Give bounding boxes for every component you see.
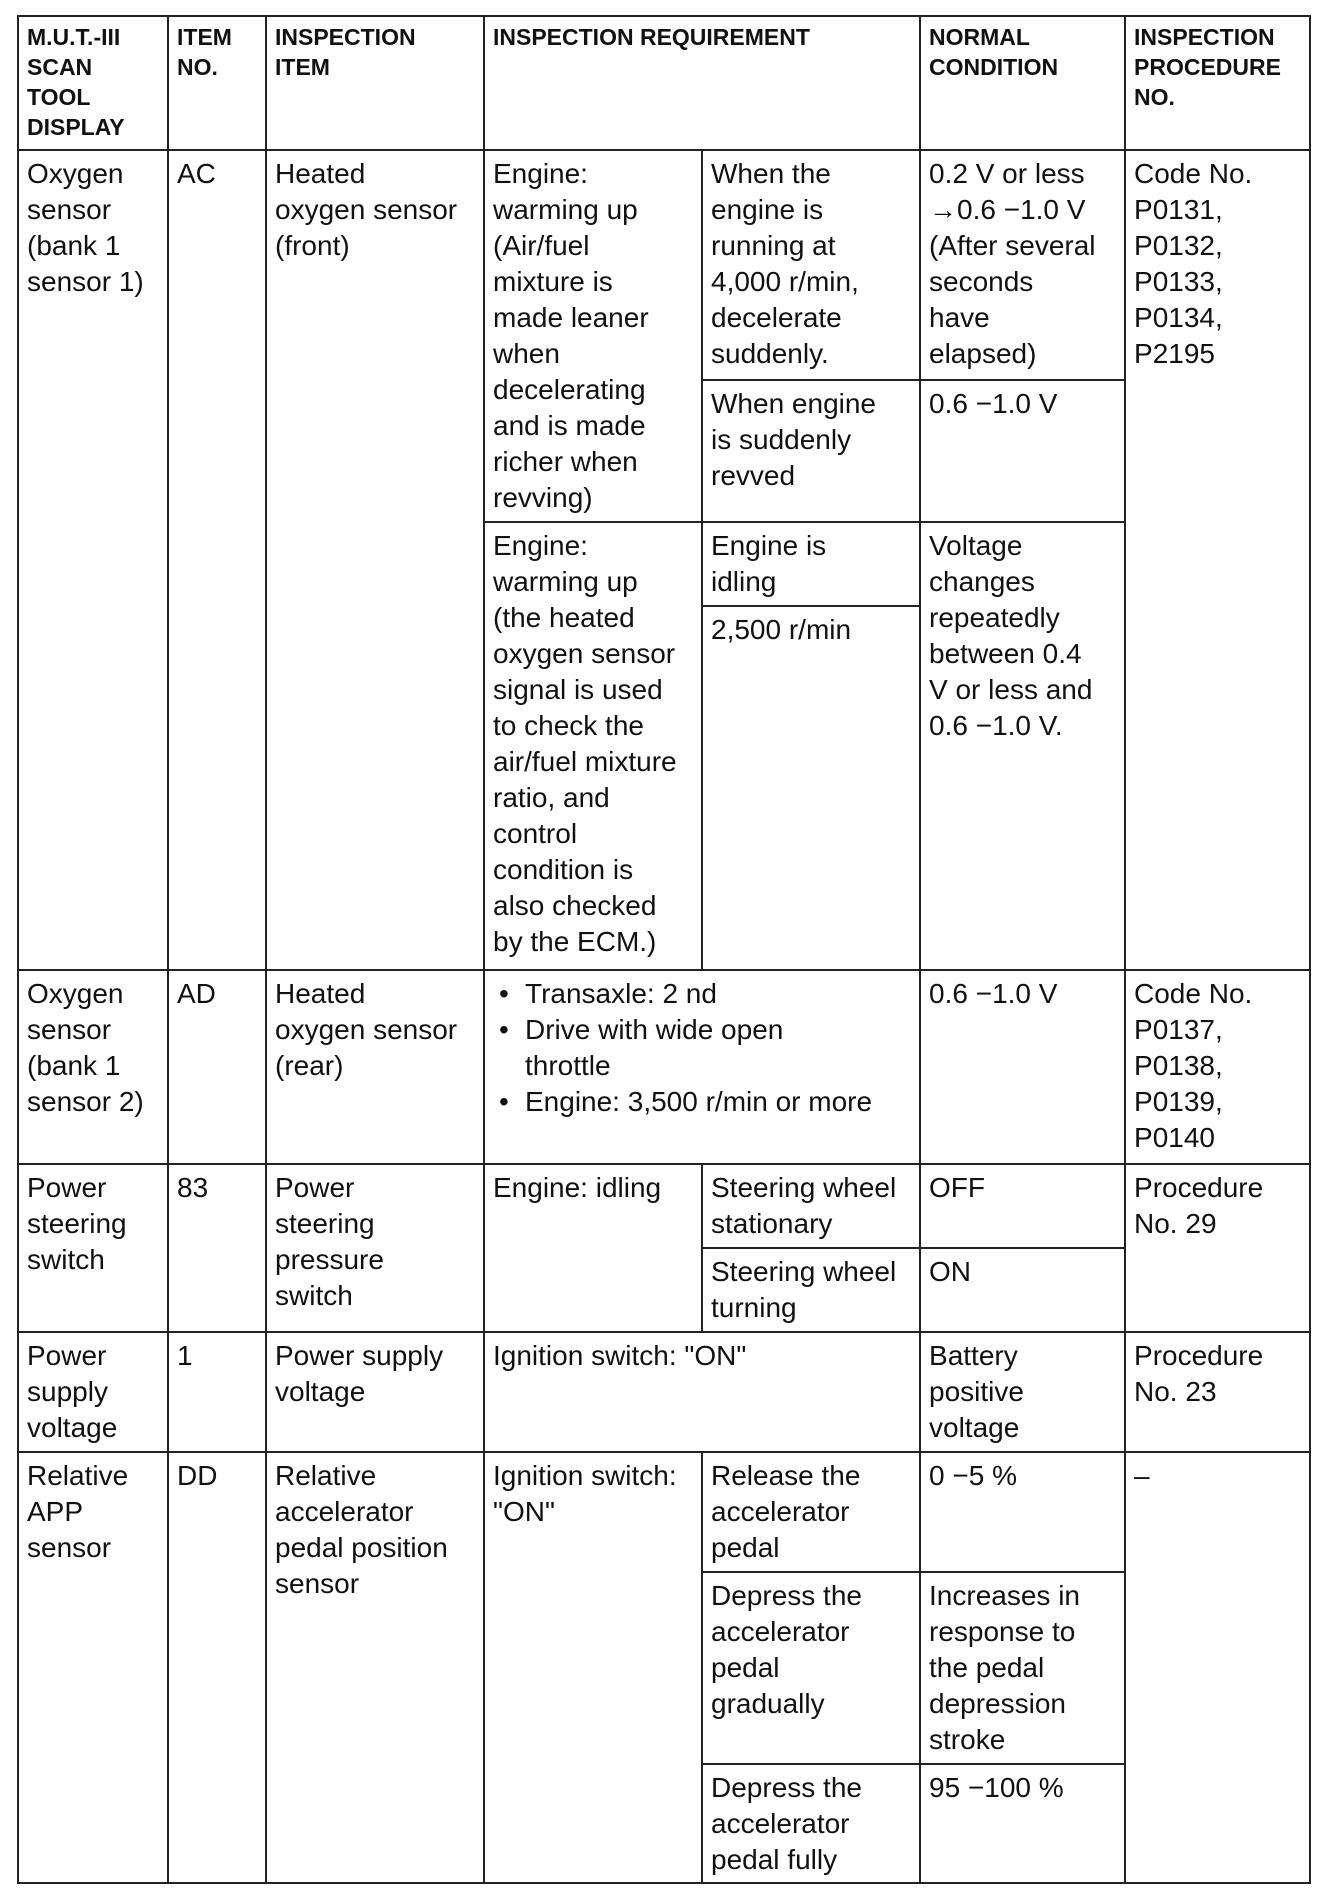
ps-switch-normal-1: OFF [920, 1164, 1125, 1248]
o2-front-requirement-b: Engine: warming up (the heated oxygen sensor signal is used to check the air/fuel mixture ratio, and control condition is also checked by the ECM.) [484, 522, 702, 970]
header-inspection-item: INSPECTION ITEM [266, 16, 484, 150]
o2-rear-display: Oxygen sensor (bank 1 sensor 2) [18, 970, 168, 1164]
o2-front-condition-a2: When engine is suddenly revved [702, 380, 920, 522]
list-item: • Transaxle: 2 nd [493, 976, 911, 1012]
o2-front-procedure: Code No. P0131, P0132, P0133, P0134, P2195 [1125, 150, 1310, 970]
power-supply-normal: Battery positive voltage [920, 1332, 1125, 1452]
o2-rear-item: Heated oxygen sensor (rear) [266, 970, 484, 1164]
o2-rear-normal: 0.6 −1.0 V [920, 970, 1125, 1164]
o2-rear-requirement [484, 970, 920, 1164]
o2-front-condition-a1: When the engine is running at 4,000 r/min, decelerate suddenly. [702, 150, 920, 380]
app-sensor-normal-2: Increases in response to the pedal depression stroke [920, 1572, 1125, 1764]
o2-front-normal-b: Voltage changes repeatedly between 0.4 V or less and 0.6 −1.0 V. [920, 522, 1125, 970]
app-sensor-condition-1: Release the accelerator pedal [702, 1452, 920, 1572]
header-normal-condition: NORMAL CONDITION [920, 16, 1125, 150]
o2-front-item: Heated oxygen sensor (front) [266, 150, 484, 970]
power-supply-requirement: Ignition switch: "ON" [484, 1332, 920, 1452]
power-supply-display: Power supply voltage [18, 1332, 168, 1452]
header-procedure-no: INSPECTION PROCEDURE NO. [1125, 16, 1310, 150]
app-sensor-item: Relative accelerator pedal position sensor [266, 1452, 484, 1883]
ps-switch-procedure: Procedure No. 29 [1125, 1164, 1310, 1332]
o2-front-display: Oxygen sensor (bank 1 sensor 1) [18, 150, 168, 970]
header-item-no: ITEM NO. [168, 16, 266, 150]
table-row [18, 970, 1310, 1164]
app-sensor-normal-3: 95 −100 % [920, 1764, 1125, 1883]
ps-switch-condition-2: Steering wheel turning [702, 1248, 920, 1332]
ps-switch-requirement: Engine: idling [484, 1164, 702, 1332]
table-row [18, 1164, 1310, 1248]
list-item: • Engine: 3,500 r/min or more [493, 1084, 911, 1120]
table-row [18, 1332, 1310, 1452]
header-inspection-requirement: INSPECTION REQUIREMENT [484, 16, 920, 150]
app-sensor-procedure: – [1125, 1452, 1310, 1883]
o2-front-requirement-a: Engine: warming up (Air/fuel mixture is made leaner when decelerating and is made richer when revving) [484, 150, 702, 522]
app-sensor-requirement: Ignition switch: "ON" [484, 1452, 702, 1883]
header-row [18, 16, 1310, 150]
power-supply-procedure: Procedure No. 23 [1125, 1332, 1310, 1452]
power-supply-item-no: 1 [168, 1332, 266, 1452]
app-sensor-condition-3: Depress the accelerator pedal fully [702, 1764, 920, 1883]
ps-switch-condition-1: Steering wheel stationary [702, 1164, 920, 1248]
list-item: • Drive with wide open throttle [493, 1012, 911, 1084]
app-sensor-item-no: DD [168, 1452, 266, 1883]
ps-switch-item: Power steering pressure switch [266, 1164, 484, 1332]
o2-front-condition-b2: 2,500 r/min [702, 606, 920, 970]
o2-front-normal-a2: 0.6 −1.0 V [920, 380, 1125, 522]
header-display: M.U.T.-III SCAN TOOL DISPLAY [18, 16, 168, 150]
o2-rear-item-no: AD [168, 970, 266, 1164]
table-row [18, 1452, 1310, 1572]
app-sensor-normal-1: 0 −5 % [920, 1452, 1125, 1572]
o2-front-normal-a1: 0.2 V or less →0.6 −1.0 V (After several seconds have elapsed) [920, 150, 1125, 380]
power-supply-item: Power supply voltage [266, 1332, 484, 1452]
inspection-table [17, 15, 1311, 1884]
ps-switch-display: Power steering switch [18, 1164, 168, 1332]
table-row [18, 150, 1310, 380]
o2-front-item-no: AC [168, 150, 266, 970]
inspection-sheet [17, 15, 1309, 1881]
o2-front-condition-b1: Engine is idling [702, 522, 920, 606]
o2-rear-procedure: Code No. P0137, P0138, P0139, P0140 [1125, 970, 1310, 1164]
ps-switch-item-no: 83 [168, 1164, 266, 1332]
app-sensor-condition-2: Depress the accelerator pedal gradually [702, 1572, 920, 1764]
requirement-list [493, 976, 911, 1120]
app-sensor-display: Relative APP sensor [18, 1452, 168, 1883]
ps-switch-normal-2: ON [920, 1248, 1125, 1332]
